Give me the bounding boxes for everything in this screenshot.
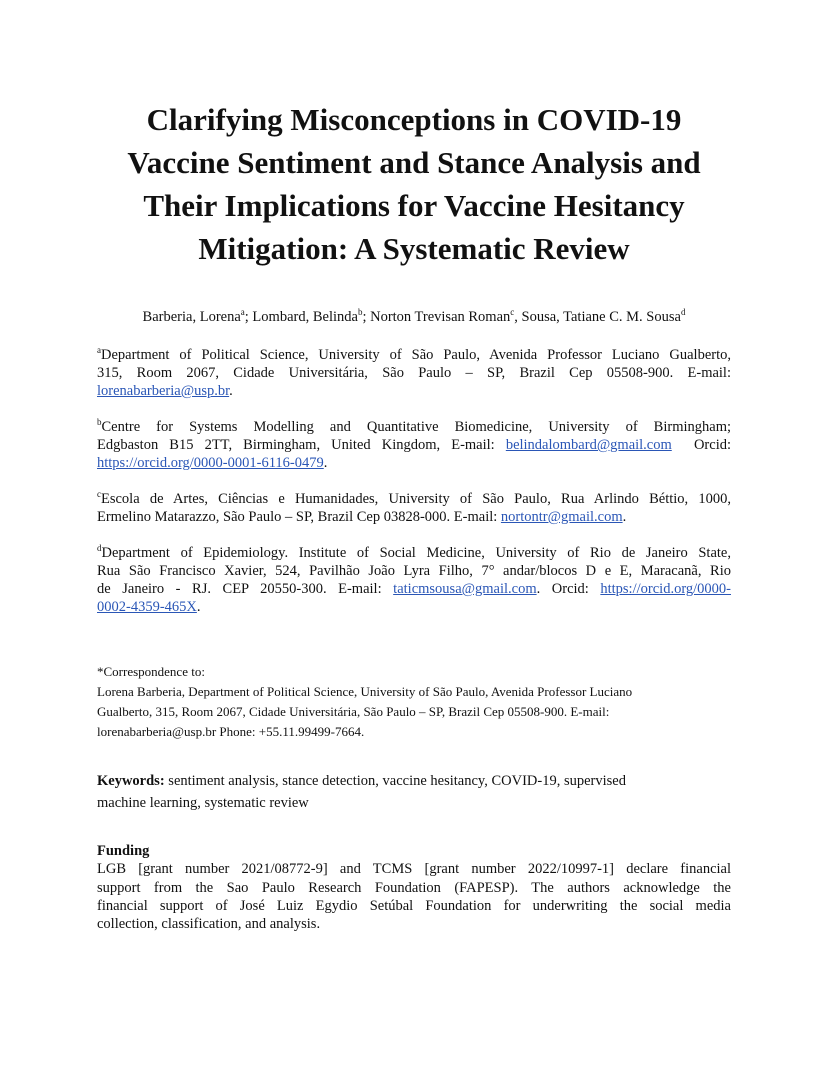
affiliation-mark: a (97, 345, 101, 356)
email-link[interactable]: taticmsousa@gmail.com (393, 581, 537, 597)
affiliation-text: . (622, 509, 627, 525)
affiliation-line (97, 454, 731, 472)
affiliation-line (97, 508, 731, 526)
title-line: Vaccine Sentiment and Stance Analysis and (127, 145, 701, 180)
author-name: , Sousa, Tatiane C. M. Sousa (514, 309, 681, 325)
author-name: Barberia, Lorena (142, 309, 241, 325)
keywords-text: sentiment analysis, stance detection, vaccine hesitancy, COVID-19, supervised (164, 773, 626, 789)
affiliation-line: 315, Room 2067, Cidade Universitária, São Paulo – SP, Brazil Cep 05508-900. E-mail: (97, 365, 731, 381)
affiliation-text: . (323, 455, 328, 471)
affiliation-text: Edgbaston B15 2TT, Birmingham, United Kingdom, E-mail: (97, 437, 506, 453)
orcid-link[interactable]: https://orcid.org/0000- (600, 581, 731, 597)
orcid-link[interactable]: 0002-4359-465X (97, 599, 197, 615)
keywords-label: Keywords: (97, 773, 165, 789)
author-affiliation-mark: d (680, 307, 686, 318)
keywords-block (97, 770, 731, 814)
affiliation-b (97, 418, 731, 472)
affiliation-mark: b (97, 417, 102, 428)
affiliation-line (97, 490, 731, 508)
affiliation-line (97, 436, 731, 454)
affiliation-text: . (196, 599, 201, 615)
funding-heading: Funding (97, 843, 150, 859)
affiliation-text: . (229, 383, 233, 399)
email-link[interactable]: nortontr@gmail.com (500, 509, 623, 525)
correspondence-block (97, 662, 731, 742)
keywords-line: machine learning, systematic review (97, 795, 309, 811)
affiliation-c (97, 490, 731, 526)
affiliation-mark: d (97, 543, 102, 554)
correspondence-label: *Correspondence to: (97, 664, 205, 679)
affiliation-text: de Janeiro - RJ. CEP 20550-300. E-mail: (97, 581, 394, 597)
email-link[interactable]: lorenabarberia@usp.br (97, 383, 230, 399)
affiliation-line (97, 346, 731, 364)
funding-line: collection, classification, and analysis. (97, 916, 321, 933)
affiliation-line (97, 598, 731, 616)
affiliation-a (97, 346, 731, 400)
affiliation-line (97, 544, 731, 562)
funding-line: LGB [grant number 2021/08772-9] and TCMS [grant number 2022/10997-1] declare financial (97, 861, 731, 878)
title-line: Clarifying Misconceptions in COVID-19 (146, 102, 682, 137)
affiliation-text: . Orcid: (536, 581, 601, 597)
funding-line: financial support of José Luiz Egydio Setúbal Foundation for underwriting the social media (97, 897, 731, 914)
affiliation-text: Department of Political Science, University of São Paulo, Avenida Professor Luciano Gualberto, (101, 347, 731, 363)
affiliation-text: Centre for Systems Modelling and Quantitative Biomedicine, University of Birmingham; (101, 419, 731, 435)
paper-title (60, 98, 768, 270)
funding-line: support from the Sao Paulo Research Foundation (FAPESP). The authors acknowledge the (97, 879, 731, 896)
affiliation-line: Rua São Francisco Xavier, 524, Pavilhão João Lyra Filho, 7° andar/blocos D e E, Maracanã, Rio (97, 563, 731, 579)
affiliation-text: Department of Epidemiology. Institute of Social Medicine, University of Rio de Janeiro State, (101, 545, 731, 561)
affiliation-line (97, 382, 731, 400)
affiliation-d (97, 544, 731, 616)
correspondence-line: Gualberto, 315, Room 2067, Cidade Universitária, São Paulo – SP, Brazil Cep 05508-900. E-mail: (97, 704, 610, 719)
orcid-link[interactable]: https://orcid.org/0000-0001-6116-0479 (97, 455, 324, 471)
affiliation-line (97, 580, 731, 598)
author-name: ; Lombard, Belinda (244, 309, 358, 325)
email-link[interactable]: belindalombard@gmail.com (505, 437, 672, 453)
author-affiliation-mark: c (510, 307, 515, 318)
affiliation-text: Orcid: (671, 437, 732, 453)
author-affiliation-mark: b (357, 307, 363, 318)
correspondence-line: lorenabarberia@usp.br Phone: +55.11.99499-7664. (97, 724, 365, 739)
keywords-line (97, 770, 731, 792)
title-line: Mitigation: A Systematic Review (198, 231, 630, 266)
title-line: Their Implications for Vaccine Hesitancy (143, 188, 685, 223)
correspondence-line: Lorena Barberia, Department of Political Science, University of São Paulo, Avenida Professor Luciano (97, 684, 633, 699)
affiliation-text: Ermelino Matarazzo, São Paulo – SP, Brazil Cep 03828-000. E-mail: (97, 509, 501, 525)
affiliation-mark: c (97, 489, 101, 500)
funding-block (97, 842, 731, 933)
affiliation-line (97, 418, 731, 436)
author-list (60, 308, 768, 326)
author-name: ; Norton Trevisan Roman (362, 309, 511, 325)
author-affiliation-mark: a (240, 307, 245, 318)
affiliation-text: Escola de Artes, Ciências e Humanidades, University of São Paulo, Rua Arlindo Béttio, 1000, (101, 491, 731, 507)
